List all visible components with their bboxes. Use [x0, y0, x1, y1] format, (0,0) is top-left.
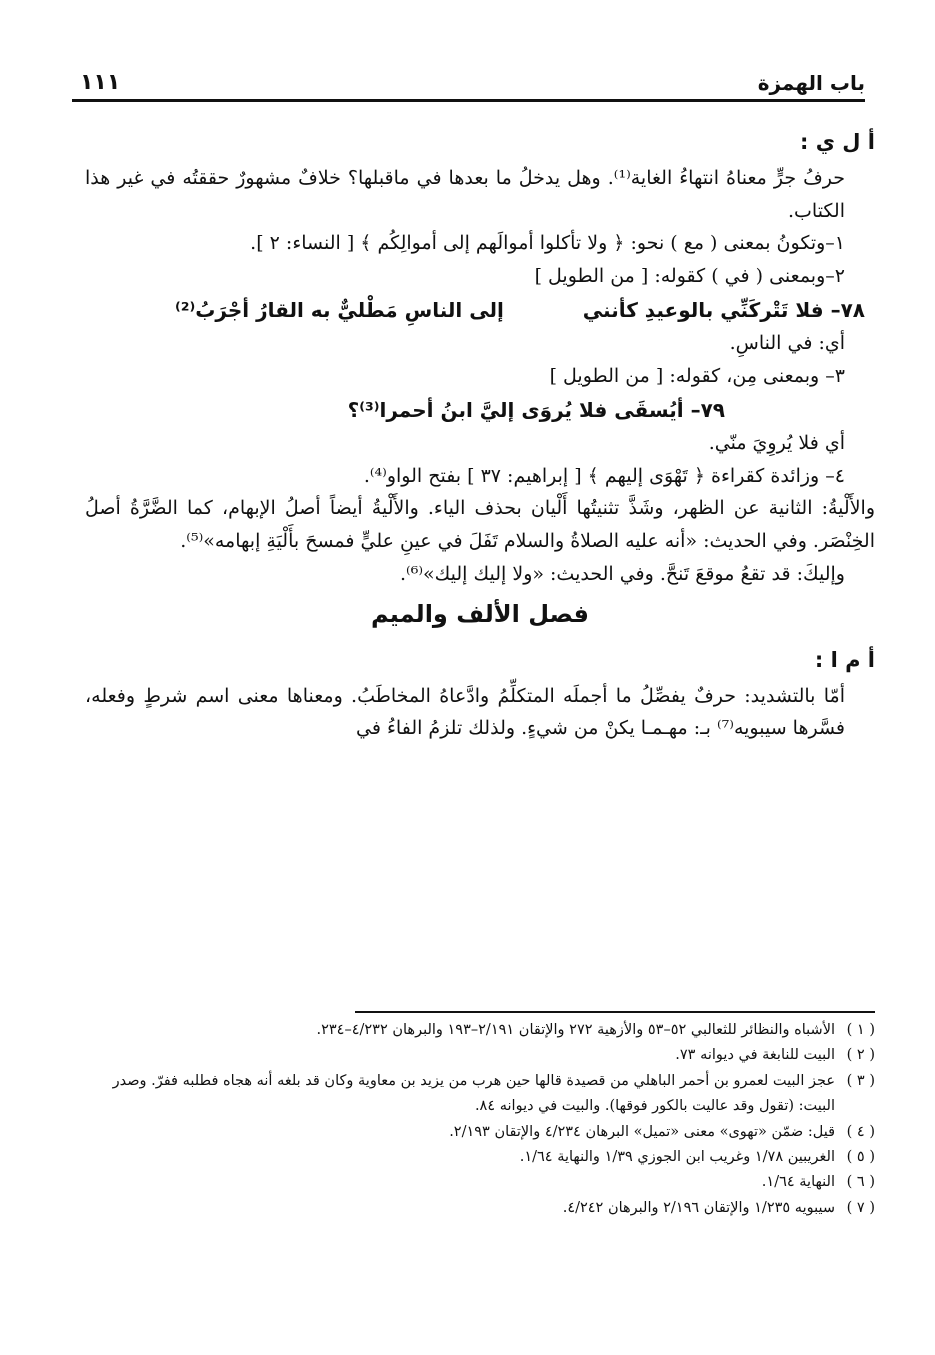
main-text [85, 118, 875, 745]
explanation: أي: في الناسِ. [729, 332, 845, 355]
list-item: ٤– وزائدة كقراءة ﴿ تَهْوَى إليهم ﴾ [ إبراهيم: ٣٧ ] بفتح الواو⁽⁴⁾. [363, 464, 845, 487]
footnote-text: الغريبين ١/٧٨ وغريب ابن الجوزي ١/٣٩ والنهاية ١/٦٤. [519, 1148, 835, 1165]
footnote-number: ( ٥ ) [846, 1148, 875, 1165]
footnote-text: الأشباه والنظائر للثعالبي ٥٢–٥٣ والأزهية ٢٧٢ والإتقان ٢/١٩١–١٩٣ والبرهان ٤/٢٣٢–٢٣٤. [316, 1022, 835, 1038]
explanation: أي فلا يُروِيَ منّي. [708, 431, 845, 454]
footnote [95, 1018, 875, 1043]
footnote-text: عجز البيت لعمرو بن أحمر الباهلي من قصيدة قالها حين هرب من يزيد بن معاوية وكان قد بلغه أنه هجاه فطلبه ففرّ. وصدر البيت: (تقول وقد عاليت بالكور فوقها). والبيت في ديوانه ٨٤. [112, 1072, 835, 1115]
paragraph: أمّا بالتشديد: حرفٌ يفصِّلُ ما أجملَه المتكلِّمُ وادَّعاهُ المخاطَبُ. ومعناها معنى اسم شرطٍ وفعله، فسَّرها سيبويه⁽⁷⁾ بـ: مهـمـا يكنْ من شيءٍ. ولذلك تلزمُ الفاءُ في [85, 684, 845, 740]
poetry-verse-78 [85, 293, 875, 327]
footnote [95, 1120, 875, 1145]
list-item: ٢–وبمعنى ( في ) كقوله: [ من الطويل ] [534, 265, 845, 288]
list-item: ١–وتكونُ بمعنى ( مع ) نحو: ﴿ ولا تأكلوا أموالَهم إلى أموالِكُم ﴾ [ النساء: ٢ ]. [250, 232, 845, 255]
footnote-number: ( ٤ ) [846, 1123, 875, 1140]
footnote-text: البيت للنابغة في ديوانه ٧٣. [675, 1047, 835, 1064]
footnote-number: ( ٣ ) [846, 1072, 875, 1089]
paragraph: وإليكَ: قد تقعُ موقعَ تَنحَّ. وفي الحديث: «ولا إليك إليك»⁽⁶⁾. [400, 562, 845, 585]
footnote-number: ( ١ ) [846, 1022, 875, 1038]
footnote-number: ( ٦ ) [846, 1174, 875, 1191]
section-title: فصل الألف والميم [370, 600, 590, 629]
paragraph: والأَلْيةُ: الثانية عن الظهر، وشَذَّ تثنيتُها أَلْيان بحذف الياء. والأَلْيةُ أيضاً أصلُ الإبهام، كما الضَّرَّةُ أصلُ الخِنْصَر. وفي الحديث: «أنه عليه الصلاةُ والسلام تَفَلَ في عينِ عليٍّ فمسحَ بأَلْيَةِ إبهامه»⁽⁵⁾. [85, 497, 875, 552]
entry-heading-ama: أ م ا : [814, 647, 875, 672]
header-rule [72, 99, 865, 102]
footnote [95, 1043, 875, 1068]
footnote-text: سيبويه ١/٢٣٥ والإتقان ٢/١٩٦ والبرهان ٤/٢٤٢. [562, 1199, 835, 1216]
footnote-text: النهاية ١/٦٤. [761, 1174, 835, 1191]
footnote-rule [355, 1011, 875, 1013]
footnote-number: ( ٢ ) [846, 1047, 875, 1064]
verse-hemistich-second: إلى الناسِ مَطْليٌّ به القارُ أجْرَبُ⁽²⁾ [175, 297, 504, 322]
paragraph: حرفُ جرٍّ معناهُ انتهاءُ الغاية⁽¹⁾. وهل يدخلُ ما بعدها في ماقبلها؟ خلافٌ مشهورٌ حققتُه في غير هذا الكتاب. [85, 167, 845, 222]
footnote-text: قيل: ضمّن «تهوى» معنى «تميل» البرهان ٤/٢٣٤ والإتقان ٢/١٩٣. [449, 1123, 835, 1140]
poetry-verse-79: ٧٩– أيُسقَى فلا يُروَى إليَّ ابنُ أحمرا⁽³⁾؟ [347, 397, 725, 422]
footnote [95, 1145, 875, 1170]
page-number: ١١١ [80, 70, 121, 95]
page-header [80, 55, 865, 95]
chapter-title: باب الهمزة [757, 71, 865, 95]
footnote [95, 1170, 875, 1195]
footnote [95, 1196, 875, 1221]
entry-heading-aly: أ ل ي : [800, 130, 875, 154]
list-item: ٣– وبمعنى مِن، كقوله: [ من الطويل ] [549, 364, 845, 387]
footnote-number: ( ٧ ) [846, 1199, 875, 1216]
verse-hemistich-first: ٧٨– فلا تَتْركَنِّي بالوعيدِ كأنني [582, 297, 865, 322]
footnotes [95, 1018, 875, 1221]
footnote [95, 1069, 875, 1120]
